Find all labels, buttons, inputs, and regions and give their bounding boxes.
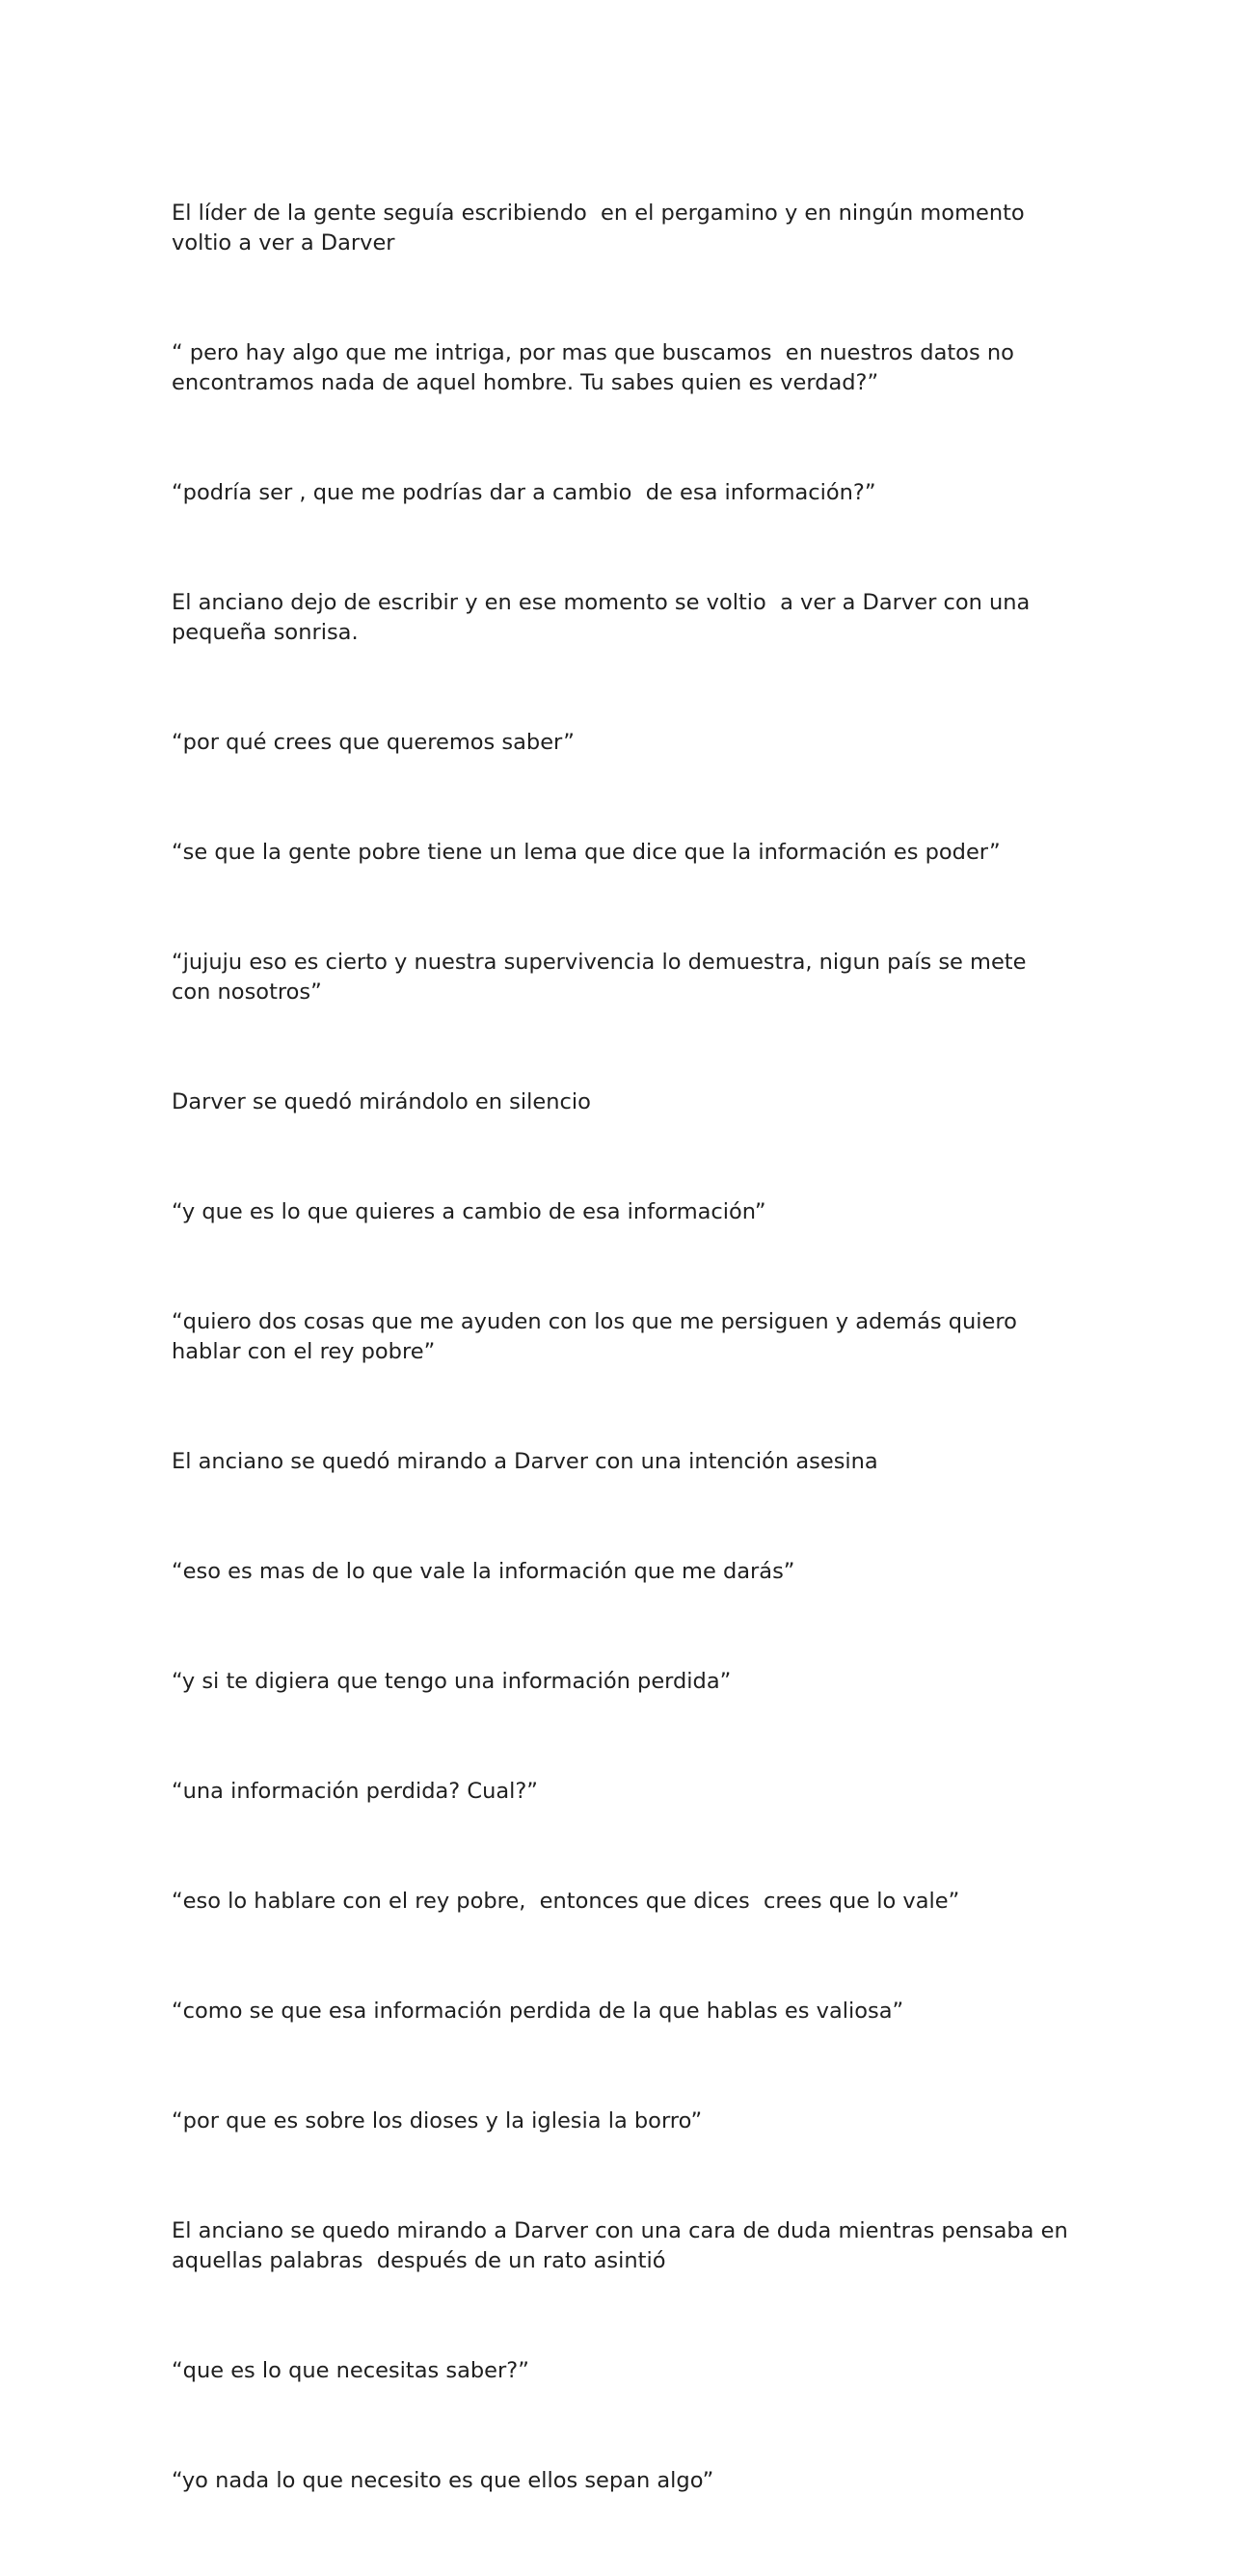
paragraph: “eso lo hablare con el rey pobre, entonces que dices crees que lo vale” [172, 1889, 960, 1914]
paragraph: “que es lo que necesitas saber?” [172, 2358, 529, 2383]
paragraph: El anciano se quedo mirando a Darver con una cara de duda mientras pensaba en aquellas palabras después de un rato asintió [172, 2218, 1075, 2273]
paragraph: “una información perdida? Cual?” [172, 1779, 538, 1804]
document-body [172, 139, 1075, 2576]
paragraph: “yo nada lo que necesito es que ellos sepan algo” [172, 2468, 714, 2493]
paragraph: “se que la gente pobre tiene un lema que dice que la información es poder” [172, 840, 1001, 865]
paragraph: “y si te digiera que tengo una información perdida” [172, 1669, 732, 1694]
paragraph: “por que es sobre los dioses y la iglesia la borro” [172, 2108, 703, 2133]
paragraph: “jujuju eso es cierto y nuestra supervivencia lo demuestra, nigun país se mete con nosotros” [172, 950, 1033, 1005]
paragraph: El líder de la gente seguía escribiendo en el pergamino y en ningún momento voltio a ver a Darver [172, 201, 1032, 255]
paragraph: El anciano dejo de escribir y en ese momento se voltio a ver a Darver con una pequeña sonrisa. [172, 590, 1037, 645]
paragraph: “podría ser , que me podrías dar a cambio de esa información?” [172, 480, 876, 505]
paragraph: “eso es mas de lo que vale la información que me darás” [172, 1559, 795, 1584]
paragraph: Darver se quedó mirándolo en silencio [172, 1089, 591, 1114]
paragraph: El anciano se quedó mirando a Darver con una intención asesina [172, 1449, 878, 1474]
paragraph: “por qué crees que queremos saber” [172, 730, 575, 755]
paragraph: “y que es lo que quieres a cambio de esa información” [172, 1199, 766, 1224]
paragraph: “como se que esa información perdida de la que hablas es valiosa” [172, 1999, 904, 2024]
paragraph: “quiero dos cosas que me ayuden con los que me persiguen y además quiero hablar con el rey pobre” [172, 1309, 1025, 1364]
paragraph: “ pero hay algo que me intriga, por mas que buscamos en nuestros datos no encontramos nada de aquel hombre. Tu sabes quien es verdad?” [172, 340, 1021, 395]
